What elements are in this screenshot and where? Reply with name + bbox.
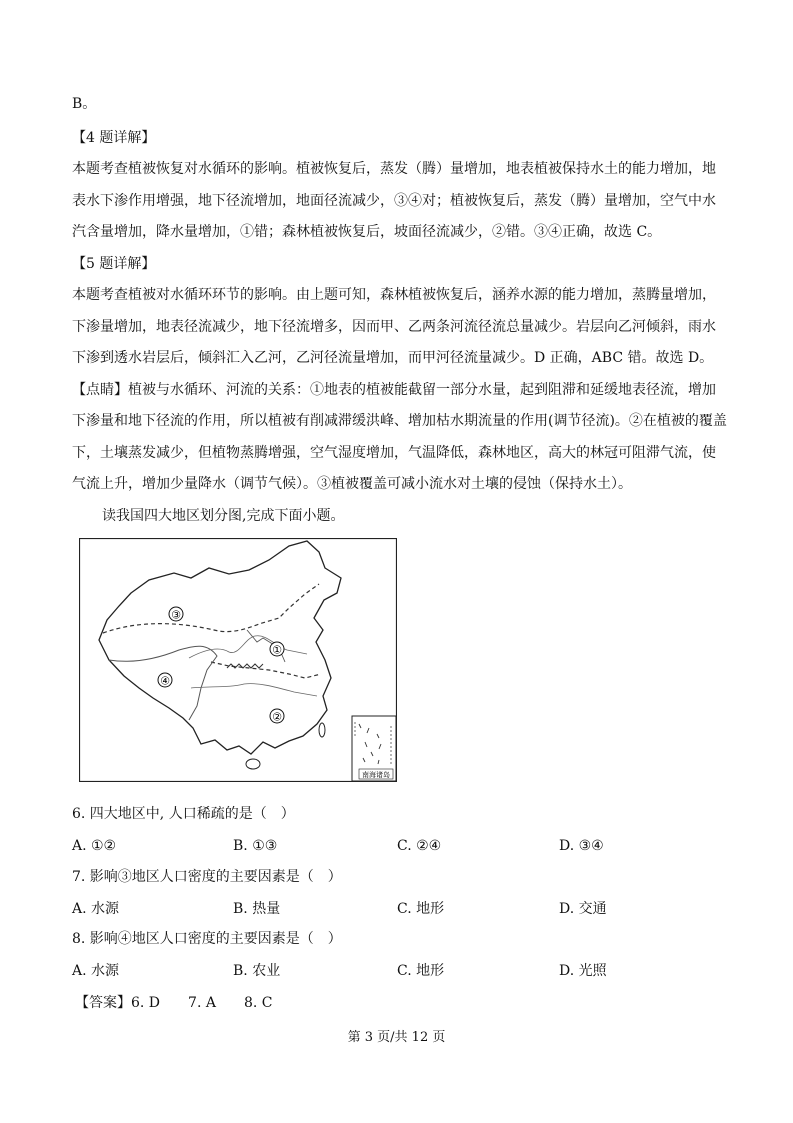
q8-option-c[interactable]: C. 地形 bbox=[397, 963, 445, 979]
q5-header: 【5 题详解】 bbox=[72, 256, 156, 272]
section-intro: 读我国四大地区划分图,完成下面小题。 bbox=[102, 508, 345, 524]
q6-stem: 6. 四大地区中, 人口稀疏的是（ ） bbox=[72, 806, 295, 822]
tip-line-1: 【点睛】植被与水循环、河流的关系：①地表的植被能截留一部分水量，起到阻滞和延缓地表径流，增加 bbox=[72, 382, 716, 398]
q4-line-3: 汽含量增加，降水量增加，①错；森林植被恢复后，坡面径流减少，②错。③④正确，故选 C。 bbox=[72, 224, 662, 240]
q8-option-a[interactable]: A. 水源 bbox=[72, 963, 120, 979]
svg-text:③: ③ bbox=[171, 608, 181, 622]
answer-line: 【答案】6. D 7. A 8. C bbox=[75, 995, 273, 1011]
tip-line-4: 气流上升，增加少量降水（调节气候）。③植被覆盖可减小流水对土壤的侵蚀（保持水土）。 bbox=[72, 476, 632, 492]
q6-option-c[interactable]: C. ②④ bbox=[397, 838, 442, 854]
svg-text:①: ① bbox=[272, 643, 282, 657]
page-footer: 第 3 页/共 12 页 bbox=[347, 1030, 446, 1045]
q8-option-b[interactable]: B. 农业 bbox=[233, 963, 281, 979]
q5-line-3: 下渗到透水岩层后，倾斜汇入乙河，乙河径流量增加，而甲河径流量减少。D 正确，ABC 错。故选 D。 bbox=[72, 350, 714, 366]
q6-option-d[interactable]: D. ③④ bbox=[559, 838, 604, 854]
q8-stem: 8. 影响④地区人口密度的主要因素是（ ） bbox=[72, 931, 342, 947]
q4-line-1: 本题考查植被恢复对水循环的影响。植被恢复后，蒸发（腾）量增加，地表植被保持水土的能力增加，地 bbox=[72, 161, 716, 177]
inset-label: 南海诸岛 bbox=[362, 771, 390, 779]
map-frame bbox=[80, 539, 397, 782]
region-label-1 bbox=[270, 642, 284, 657]
q6-option-b[interactable]: B. ①③ bbox=[233, 838, 278, 854]
q4-line-2: 表水下渗作用增强，地下径流增加，地面径流减少，③④对；植被恢复后，蒸发（腾）量增加，空气中水 bbox=[72, 193, 716, 209]
q7-option-c[interactable]: C. 地形 bbox=[397, 901, 445, 917]
region-label-2 bbox=[270, 709, 284, 724]
top-answer-line: B。 bbox=[72, 96, 97, 112]
region-label-3 bbox=[169, 607, 183, 622]
svg-text:②: ② bbox=[272, 710, 282, 724]
q7-option-b[interactable]: B. 热量 bbox=[233, 901, 281, 917]
south-china-sea-inset bbox=[352, 716, 396, 781]
q4-header: 【4 题详解】 bbox=[72, 130, 156, 146]
tip-line-3: 下，土壤蒸发减少，但植物蒸腾增强，空气湿度增加，气温降低，森林地区，高大的林冠可阻滞气流，使 bbox=[72, 445, 716, 461]
q7-option-a[interactable]: A. 水源 bbox=[72, 901, 120, 917]
q8-option-d[interactable]: D. 光照 bbox=[559, 963, 607, 979]
q6-option-a[interactable]: A. ①② bbox=[72, 838, 117, 854]
q7-option-d[interactable]: D. 交通 bbox=[559, 901, 607, 917]
q5-line-1: 本题考查植被对水循环环节的影响。由上题可知，森林植被恢复后，涵养水源的能力增加，蒸腾量增加， bbox=[72, 287, 716, 303]
svg-text:④: ④ bbox=[160, 674, 170, 688]
china-regions-map bbox=[79, 538, 397, 782]
q5-line-2: 下渗量增加，地表径流减少，地下径流增多，因而甲、乙两条河流径流总量减少。岩层向乙河倾斜，雨水 bbox=[72, 319, 716, 335]
q7-stem: 7. 影响③地区人口密度的主要因素是（ ） bbox=[72, 869, 342, 885]
region-label-4 bbox=[158, 673, 172, 688]
tip-line-2: 下渗量和地下径流的作用，所以植被有削减滞缓洪峰、增加枯水期流量的作用(调节径流)。②在植被的覆盖 bbox=[72, 413, 727, 429]
